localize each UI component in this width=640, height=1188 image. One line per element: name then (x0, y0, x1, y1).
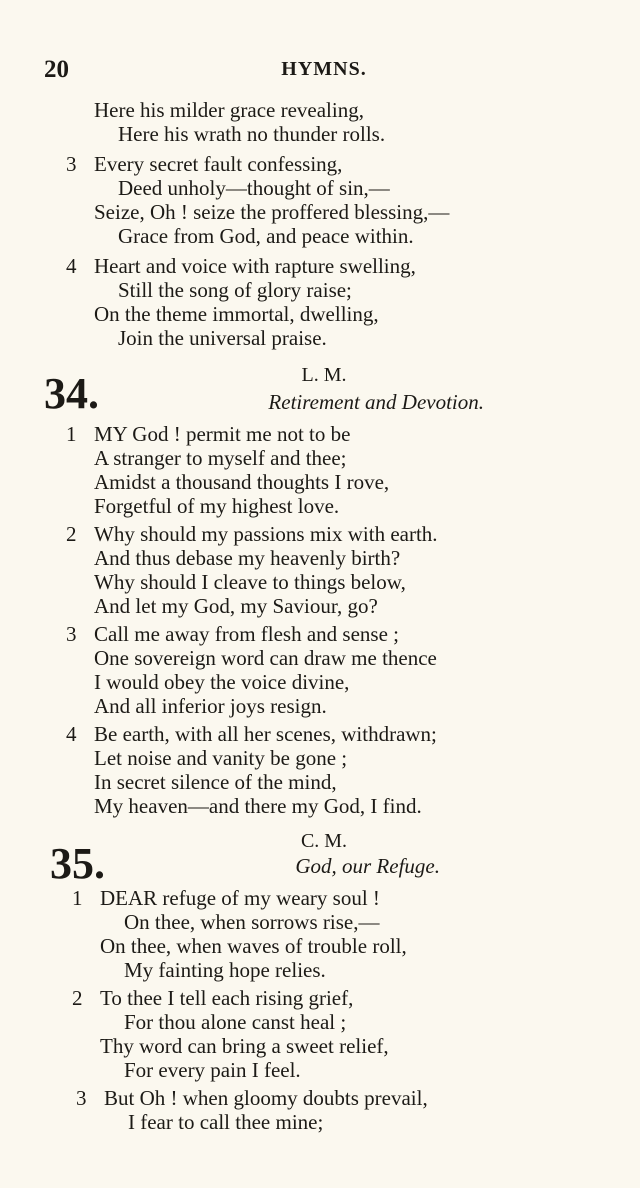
verse-line: Let noise and vanity be gone ; (94, 746, 348, 770)
stanza-number: 2 (66, 522, 77, 546)
verse-line: My heaven—and there my God, I find. (94, 794, 422, 818)
verse-line: Here his wrath no thunder rolls. (118, 122, 386, 146)
stanza-35-3 (76, 1086, 596, 1134)
verse-line: And thus debase my heavenly birth? (94, 546, 401, 570)
verse-line: A stranger to myself and thee; (94, 446, 347, 470)
running-title: HYMNS. (281, 58, 367, 80)
verse-line: Why should I cleave to things below, (94, 570, 406, 594)
stanza-number: 3 (66, 622, 77, 646)
page-header (44, 56, 604, 86)
verse-line: On thee, when waves of trouble roll, (100, 934, 407, 958)
hymn-meter: C. M. (300, 830, 348, 852)
verse-line: On the theme immortal, dwelling, (94, 302, 379, 326)
hymn-title: God, our Refuge. (295, 854, 440, 878)
verse-line: Grace from God, and peace within. (118, 224, 414, 248)
verse-line: Why should my passions mix with earth. (94, 522, 438, 546)
verse-line: Here his milder grace revealing, (94, 98, 364, 122)
stanza-35-1 (72, 886, 592, 982)
stanza-34-2 (66, 522, 586, 618)
stanza-33-4 (66, 254, 586, 350)
verse-line: For thou alone canst heal ; (124, 1010, 347, 1034)
stanza-number: 4 (66, 254, 77, 278)
verse-line: And let my God, my Saviour, go? (94, 594, 378, 618)
stanza-34-1 (66, 422, 586, 518)
verse-line: To thee I tell each rising grief, (100, 986, 354, 1010)
verse-line: I would obey the voice divine, (94, 670, 350, 694)
verse-line: Deed unholy—thought of sin,— (118, 176, 390, 200)
verse-line: MY God ! permit me not to be (94, 422, 351, 446)
verse-line: Call me away from flesh and sense ; (94, 622, 399, 646)
verse-line: On thee, when sorrows rise,— (124, 910, 380, 934)
verse-line: Amidst a thousand thoughts I rove, (94, 470, 390, 494)
stanza-number: 3 (76, 1086, 87, 1110)
verse-line: DEAR refuge of my weary soul ! (100, 886, 380, 910)
stanza-33-3 (66, 152, 586, 248)
hymn-number: 34. (44, 369, 99, 418)
stanza-continued (66, 98, 586, 146)
stanza-number: 3 (66, 152, 77, 176)
verse-line: Be earth, with all her scenes, withdrawn; (94, 722, 437, 746)
verse-line: But Oh ! when gloomy doubts prevail, (104, 1086, 428, 1110)
stanza-number: 1 (72, 886, 83, 910)
hymn-35-heading (44, 830, 604, 888)
verse-line: Still the song of glory raise; (118, 278, 352, 302)
hymn-number: 35. (50, 839, 105, 888)
verse-line: In secret silence of the mind, (94, 770, 337, 794)
verse-line: I fear to call thee mine; (128, 1110, 324, 1134)
stanza-number: 2 (72, 986, 83, 1010)
verse-line: My fainting hope relies. (124, 958, 326, 982)
hymn-34-heading (44, 364, 604, 418)
stanza-34-4 (66, 722, 586, 818)
verse-line: Join the universal praise. (118, 326, 327, 350)
stanza-35-2 (72, 986, 592, 1082)
verse-line: Heart and voice with rapture swelling, (94, 254, 416, 278)
verse-line: Forgetful of my highest love. (94, 494, 340, 518)
verse-line: Thy word can bring a sweet relief, (100, 1034, 389, 1058)
stanza-34-3 (66, 622, 586, 718)
verse-line: Seize, Oh ! seize the proffered blessing,— (94, 200, 450, 224)
stanza-number: 1 (66, 422, 77, 446)
verse-line: Every secret fault confessing, (94, 152, 343, 176)
hymn-title: Retirement and Devotion. (268, 390, 484, 414)
stanza-number: 4 (66, 722, 77, 746)
hymn-meter: L. M. (301, 364, 347, 386)
verse-line: And all inferior joys resign. (94, 694, 327, 718)
page-number: 20 (44, 56, 69, 83)
verse-line: For every pain I feel. (124, 1058, 301, 1082)
verse-line: One sovereign word can draw me thence (94, 646, 437, 670)
